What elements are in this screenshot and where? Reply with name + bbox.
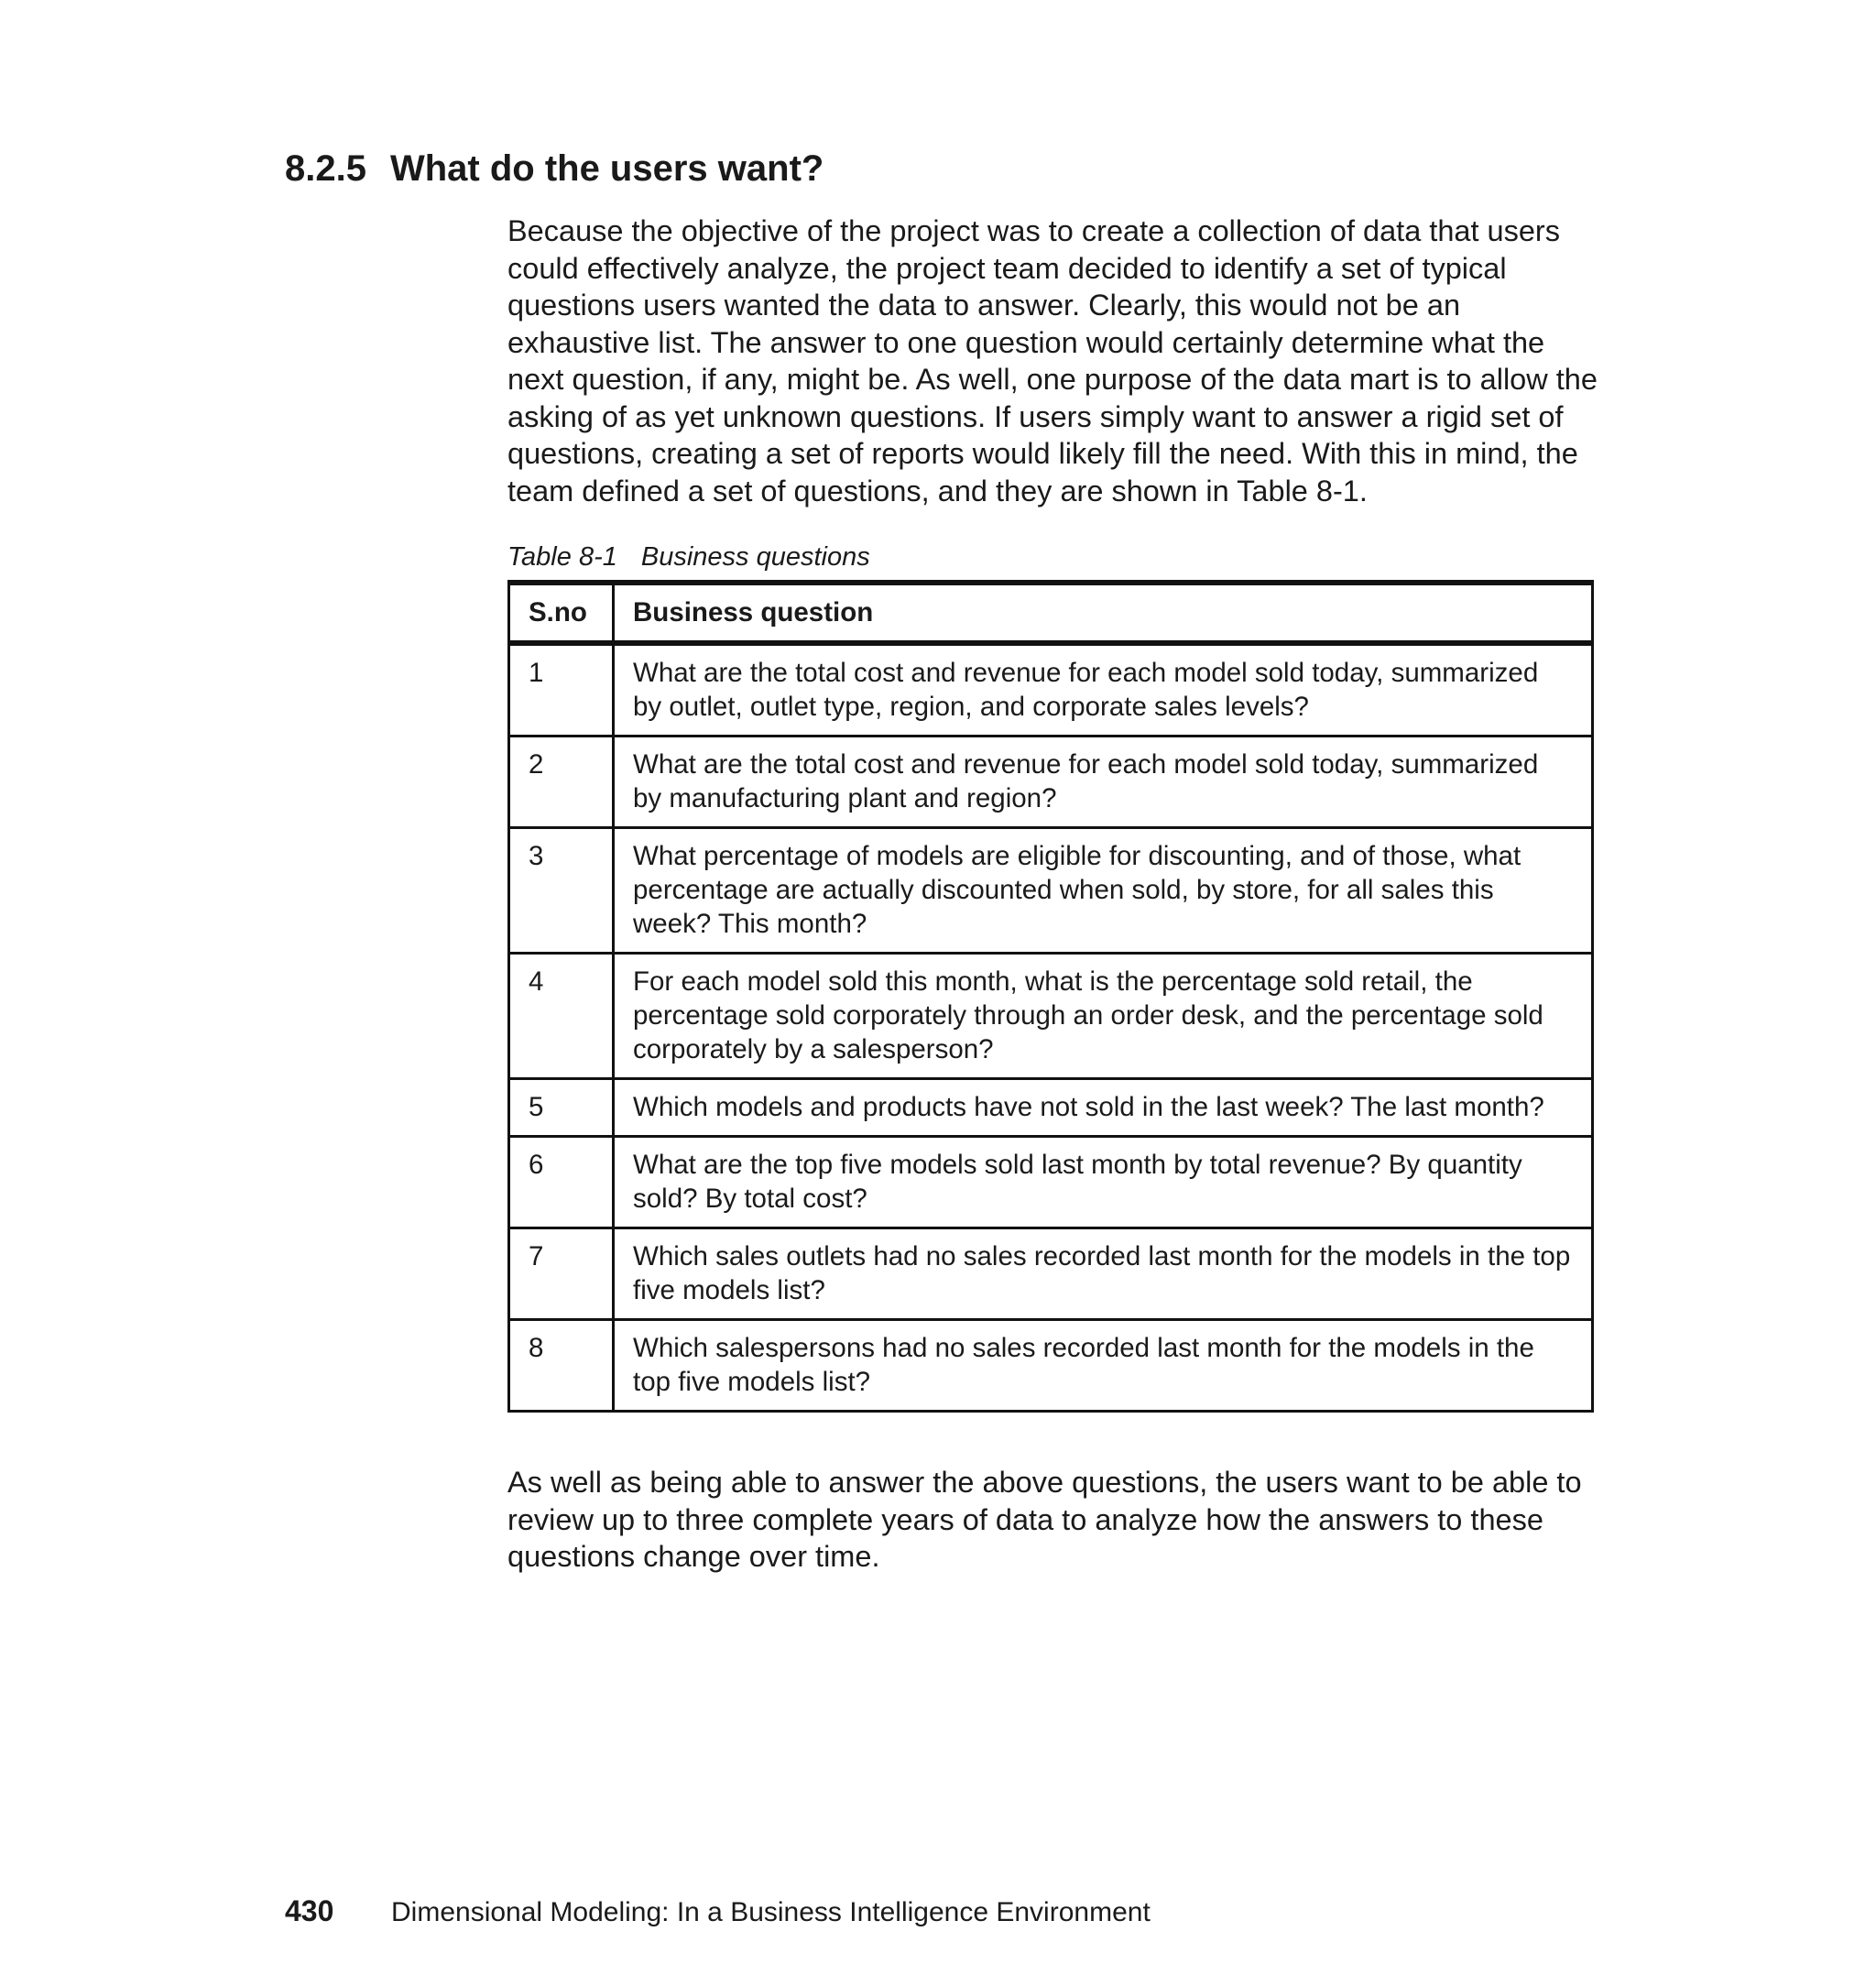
row-question: Which sales outlets had no sales recorded last month for the models in the top five models list? bbox=[614, 1228, 1593, 1320]
book-title: Dimensional Modeling: In a Business Intelligence Environment bbox=[391, 1897, 1151, 1927]
table-row bbox=[509, 737, 1593, 828]
row-question: What percentage of models are eligible for discounting, and of those, what percentage are actually discounted when sold, by store, for all sales this week? This month? bbox=[614, 828, 1593, 954]
table-caption-title: Business questions bbox=[640, 542, 870, 572]
row-number: 4 bbox=[509, 954, 614, 1079]
table-row bbox=[509, 643, 1593, 737]
section-number: 8.2.5 bbox=[285, 148, 366, 189]
row-question: Which models and products have not sold in the last week? The last month? bbox=[614, 1079, 1593, 1137]
table-row bbox=[509, 1137, 1593, 1228]
table-row bbox=[509, 1320, 1593, 1412]
row-number: 3 bbox=[509, 828, 614, 954]
row-number: 8 bbox=[509, 1320, 614, 1412]
column-header-sno: S.no bbox=[509, 583, 614, 643]
row-question: What are the total cost and revenue for each model sold today, summarized by manufacturing plant and region? bbox=[614, 737, 1593, 828]
business-questions-table bbox=[507, 580, 1591, 1413]
table-header-row bbox=[509, 583, 1593, 643]
page-footer bbox=[285, 1893, 1151, 1936]
table-row bbox=[509, 1228, 1593, 1320]
row-number: 7 bbox=[509, 1228, 614, 1320]
row-number: 5 bbox=[509, 1079, 614, 1137]
page-number: 430 bbox=[285, 1894, 334, 1927]
table-caption bbox=[507, 540, 870, 573]
table-row bbox=[509, 954, 1593, 1079]
row-question: Which salespersons had no sales recorded last month for the models in the top five models list? bbox=[614, 1320, 1593, 1412]
row-question: What are the top five models sold last month by total revenue? By quantity sold? By total cost? bbox=[614, 1137, 1593, 1228]
table-row bbox=[509, 1079, 1593, 1137]
section-heading bbox=[285, 147, 823, 191]
outro-paragraph: As well as being able to answer the above questions, the users want to be able to review up to three complete years of data to analyze how the answers to these questions change over time. bbox=[507, 1466, 1582, 1573]
row-question: What are the total cost and revenue for each model sold today, summarized by outlet, outlet type, region, and corporate sales levels? bbox=[614, 643, 1593, 737]
row-number: 2 bbox=[509, 737, 614, 828]
section-title: What do the users want? bbox=[389, 148, 824, 189]
table-row bbox=[509, 828, 1593, 954]
row-question: For each model sold this month, what is the percentage sold retail, the percentage sold corporately through an order desk, and the percentage sold corporately by a salesperson? bbox=[614, 954, 1593, 1079]
intro-paragraph: Because the objective of the project was to create a collection of data that users could effectively analyze, the project team decided to identify a set of typical questions users wanted the data to answer. Clearly, this would not be an exhaustive list. The answer to one question would certainly determine what the next question, if any, might be. As well, one purpose of the data mart is to allow the asking of as yet unknown questions. If users simply want to answer a rigid set of questions, creating a set of reports would likely fill the need. With this in mind, the team defined a set of questions, and they are shown in Table 8-1. bbox=[507, 214, 1598, 507]
table-caption-number: Table 8-1 bbox=[507, 542, 617, 572]
row-number: 6 bbox=[509, 1137, 614, 1228]
column-header-question: Business question bbox=[614, 583, 1593, 643]
row-number: 1 bbox=[509, 643, 614, 737]
